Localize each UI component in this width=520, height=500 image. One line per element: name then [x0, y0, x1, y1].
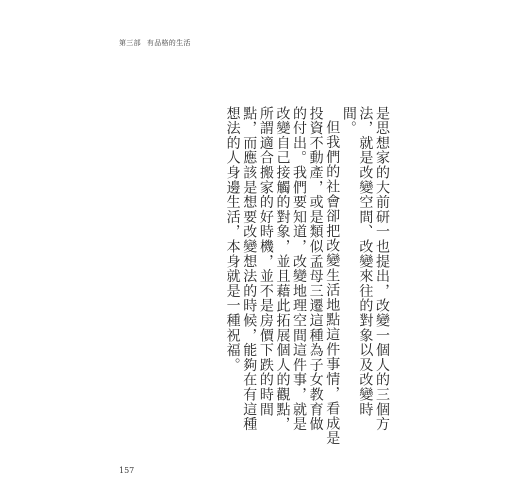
paragraph: 但我們的社會卻把改變生活地點這件事情，看成是投資不動產，或是類似孟母三遷這種為子女教育做的付出。我們要知道，改變地理空間這件事，就是改變自己接觸的對象，並且藉此拓展個人的觀點，所謂適合搬家的好時機，並不是房價下跌的時間點，而應該是想要改變想法的時候，能夠在有這種想法的人身邊生活，本身就是一種祝福。 [224, 106, 341, 446]
paragraph: 是思想家的大前研一也提出，改變一個人的三個方法，就是改變空間、改變來往的對象以及改變時間。 [340, 106, 390, 432]
page-number: 157 [119, 466, 135, 475]
running-header [119, 38, 191, 48]
vertical-body-text [224, 106, 390, 446]
part-label: 第三部 [119, 39, 141, 47]
section-title: 有品格的生活 [146, 39, 191, 47]
